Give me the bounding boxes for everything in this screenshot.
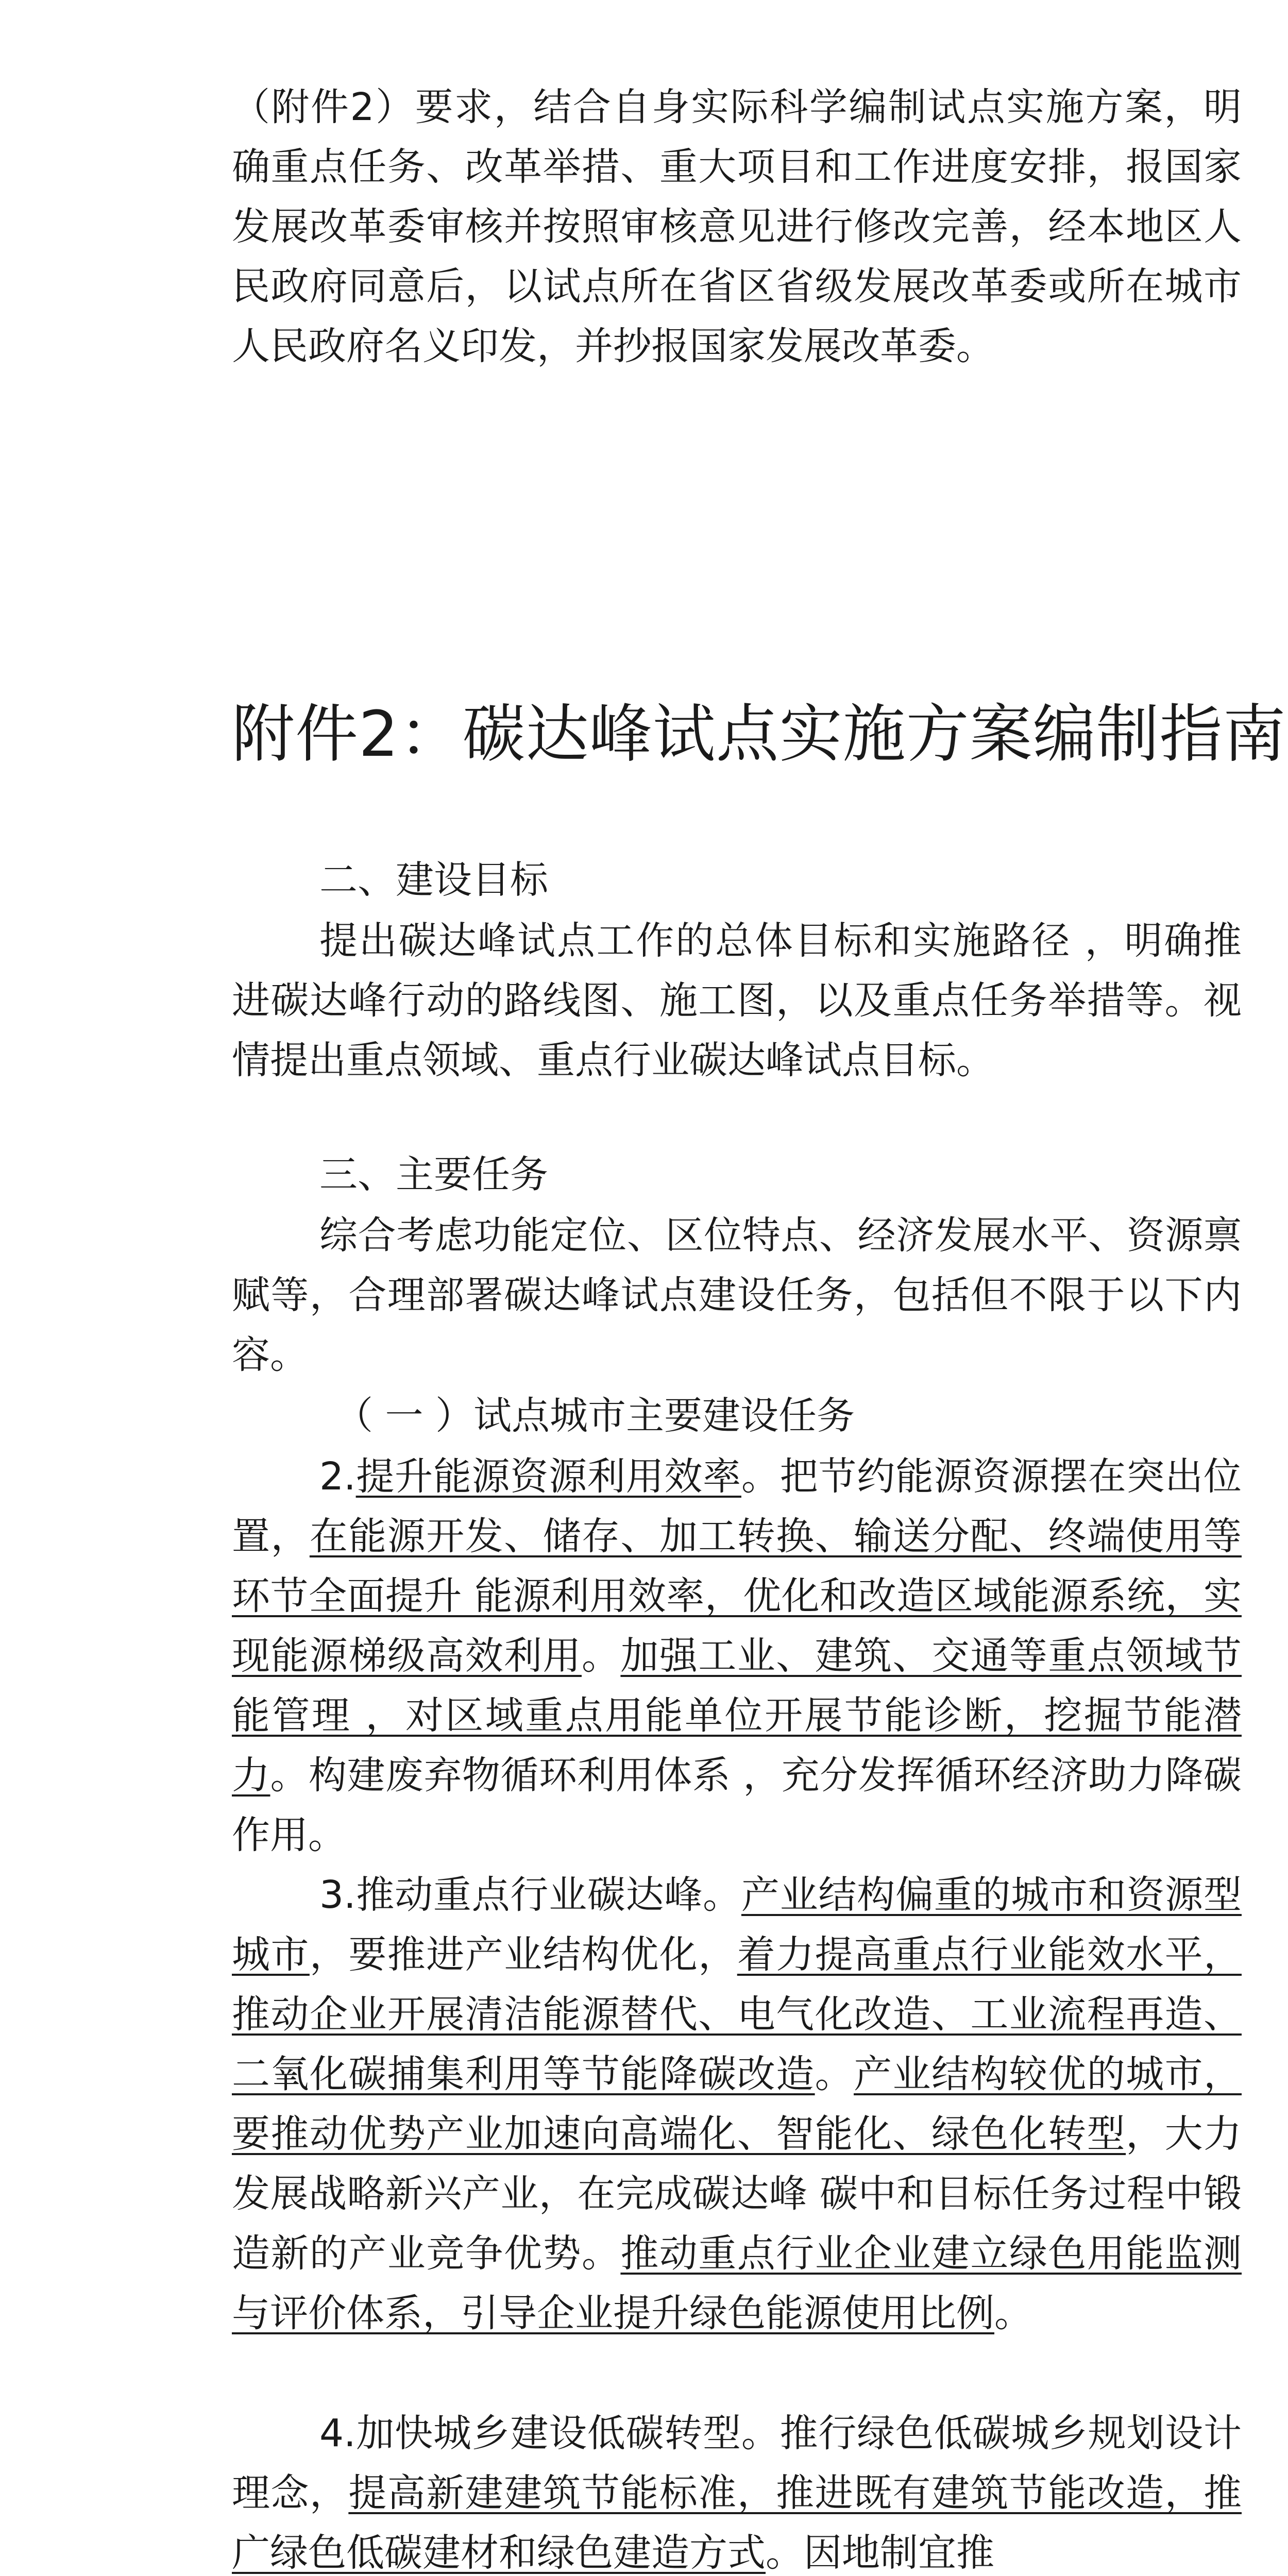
item-3-text-1: 3.推动重点行业碳达峰。 — [319, 1873, 741, 1917]
item-3-underlined-2: 着力提高重点行业能效水平，推动企业开展清洁能源替代、电气化改造、工业流程再造、二氧化碳捕集利用等节能降碳改造 — [232, 1933, 1242, 2096]
item-2-text-1: 。把节约能源资源摆在突出位置， — [232, 1454, 1242, 1558]
task-item-3 — [232, 1865, 1242, 2343]
item-2-number: 2. — [319, 1454, 356, 1499]
item-2-underlined-1: 提升能源资源利用效率 — [355, 1454, 741, 1499]
item-3-text-5: 。 — [581, 2231, 621, 2276]
item-2-underlined-2: 在能源开发、储存、加工转换、输送分配、终端使用等环节全面提升 能源利用效率，优化和改造区域能源系统，实现能源梯级高效利用 — [232, 1514, 1242, 1678]
subsection-1-heading: （ 一 ）试点城市主要建设任务 — [335, 1394, 855, 1438]
item-4-underlined-1: 提高新建建筑节能标准，推进既有建筑节能改造，推广绿色低碳建材和绿色建造方式 — [232, 2471, 1242, 2575]
item-3-underlined-1: 产业结构偏重的城市和资源型城市 — [232, 1873, 1242, 1977]
item-2-underlined-3: 加强工业、建筑、交通等重点领域节能管理 ，对区域重点用能单位开展节能诊断，挖掘节能潜力 — [232, 1634, 1242, 1798]
item-3-underlined-3: 产业结构较优的城市，要推动优势产业加速向高端化、智能化、绿色化转型 — [232, 2052, 1242, 2156]
task-item-4 — [232, 2403, 1242, 2576]
item-2-text-3: 。构建废弃物循环利用体系 ，充分发挥循环经济助力降碳作用。 — [232, 1753, 1242, 1857]
section-2-heading: 二、建设目标 — [319, 858, 548, 902]
item-3-text-6: 。 — [994, 2291, 1032, 2335]
intro-paragraph: （附件2）要求，结合自身实际科学编制试点实施方案，明确重点任务、改革举措、重大项目和工作进度安排，报国家发展改革委审核并按照审核意见进行修改完善，经本地区人民政府同意后，以试点所在省区省级发展改革委或所在城市人民政府名义印发，并抄报国家发展改革委。 — [232, 85, 1242, 368]
item-3-underlined-4: 推动重点行业企业建立绿色用能监测与评价体系，引导企业提升绿色能源使用比例 — [232, 2231, 1242, 2335]
section-3-heading: 三、主要任务 — [319, 1153, 548, 1197]
item-4-text-2: 。因地制宜推 — [766, 2531, 994, 2575]
item-3-text-3: 。 — [815, 2052, 854, 2096]
task-item-2 — [232, 1447, 1242, 1865]
appendix-title: 附件2：碳达峰试点实施方案编制指南 — [232, 698, 1286, 771]
item-3-text-2: ，要推进产业结构优化， — [309, 1933, 737, 1977]
item-4-text-1: 4.加快城乡建设低碳转型。推行绿色低碳城乡规划设计理念， — [232, 2411, 1242, 2515]
item-3-text-4: ，大力发展战略新兴产业，在完成碳达峰 碳中和目标任务过程中锻造新的产业竞争优势 — [232, 2112, 1242, 2276]
item-2-text-2: 。 — [581, 1634, 621, 1678]
section-2-body: 提出碳达峰试点工作的总体目标和实施路径 ，明确推进碳达峰行动的路线图、施工图，以及重点任务举措等。视情提出重点领域、重点行业碳达峰试点目标。 — [232, 919, 1242, 1082]
section-3-body: 综合考虑功能定位、区位特点、经济发展水平、资源禀赋等，合理部署碳达峰试点建设任务，包括但不限于以下内容。 — [232, 1213, 1242, 1377]
